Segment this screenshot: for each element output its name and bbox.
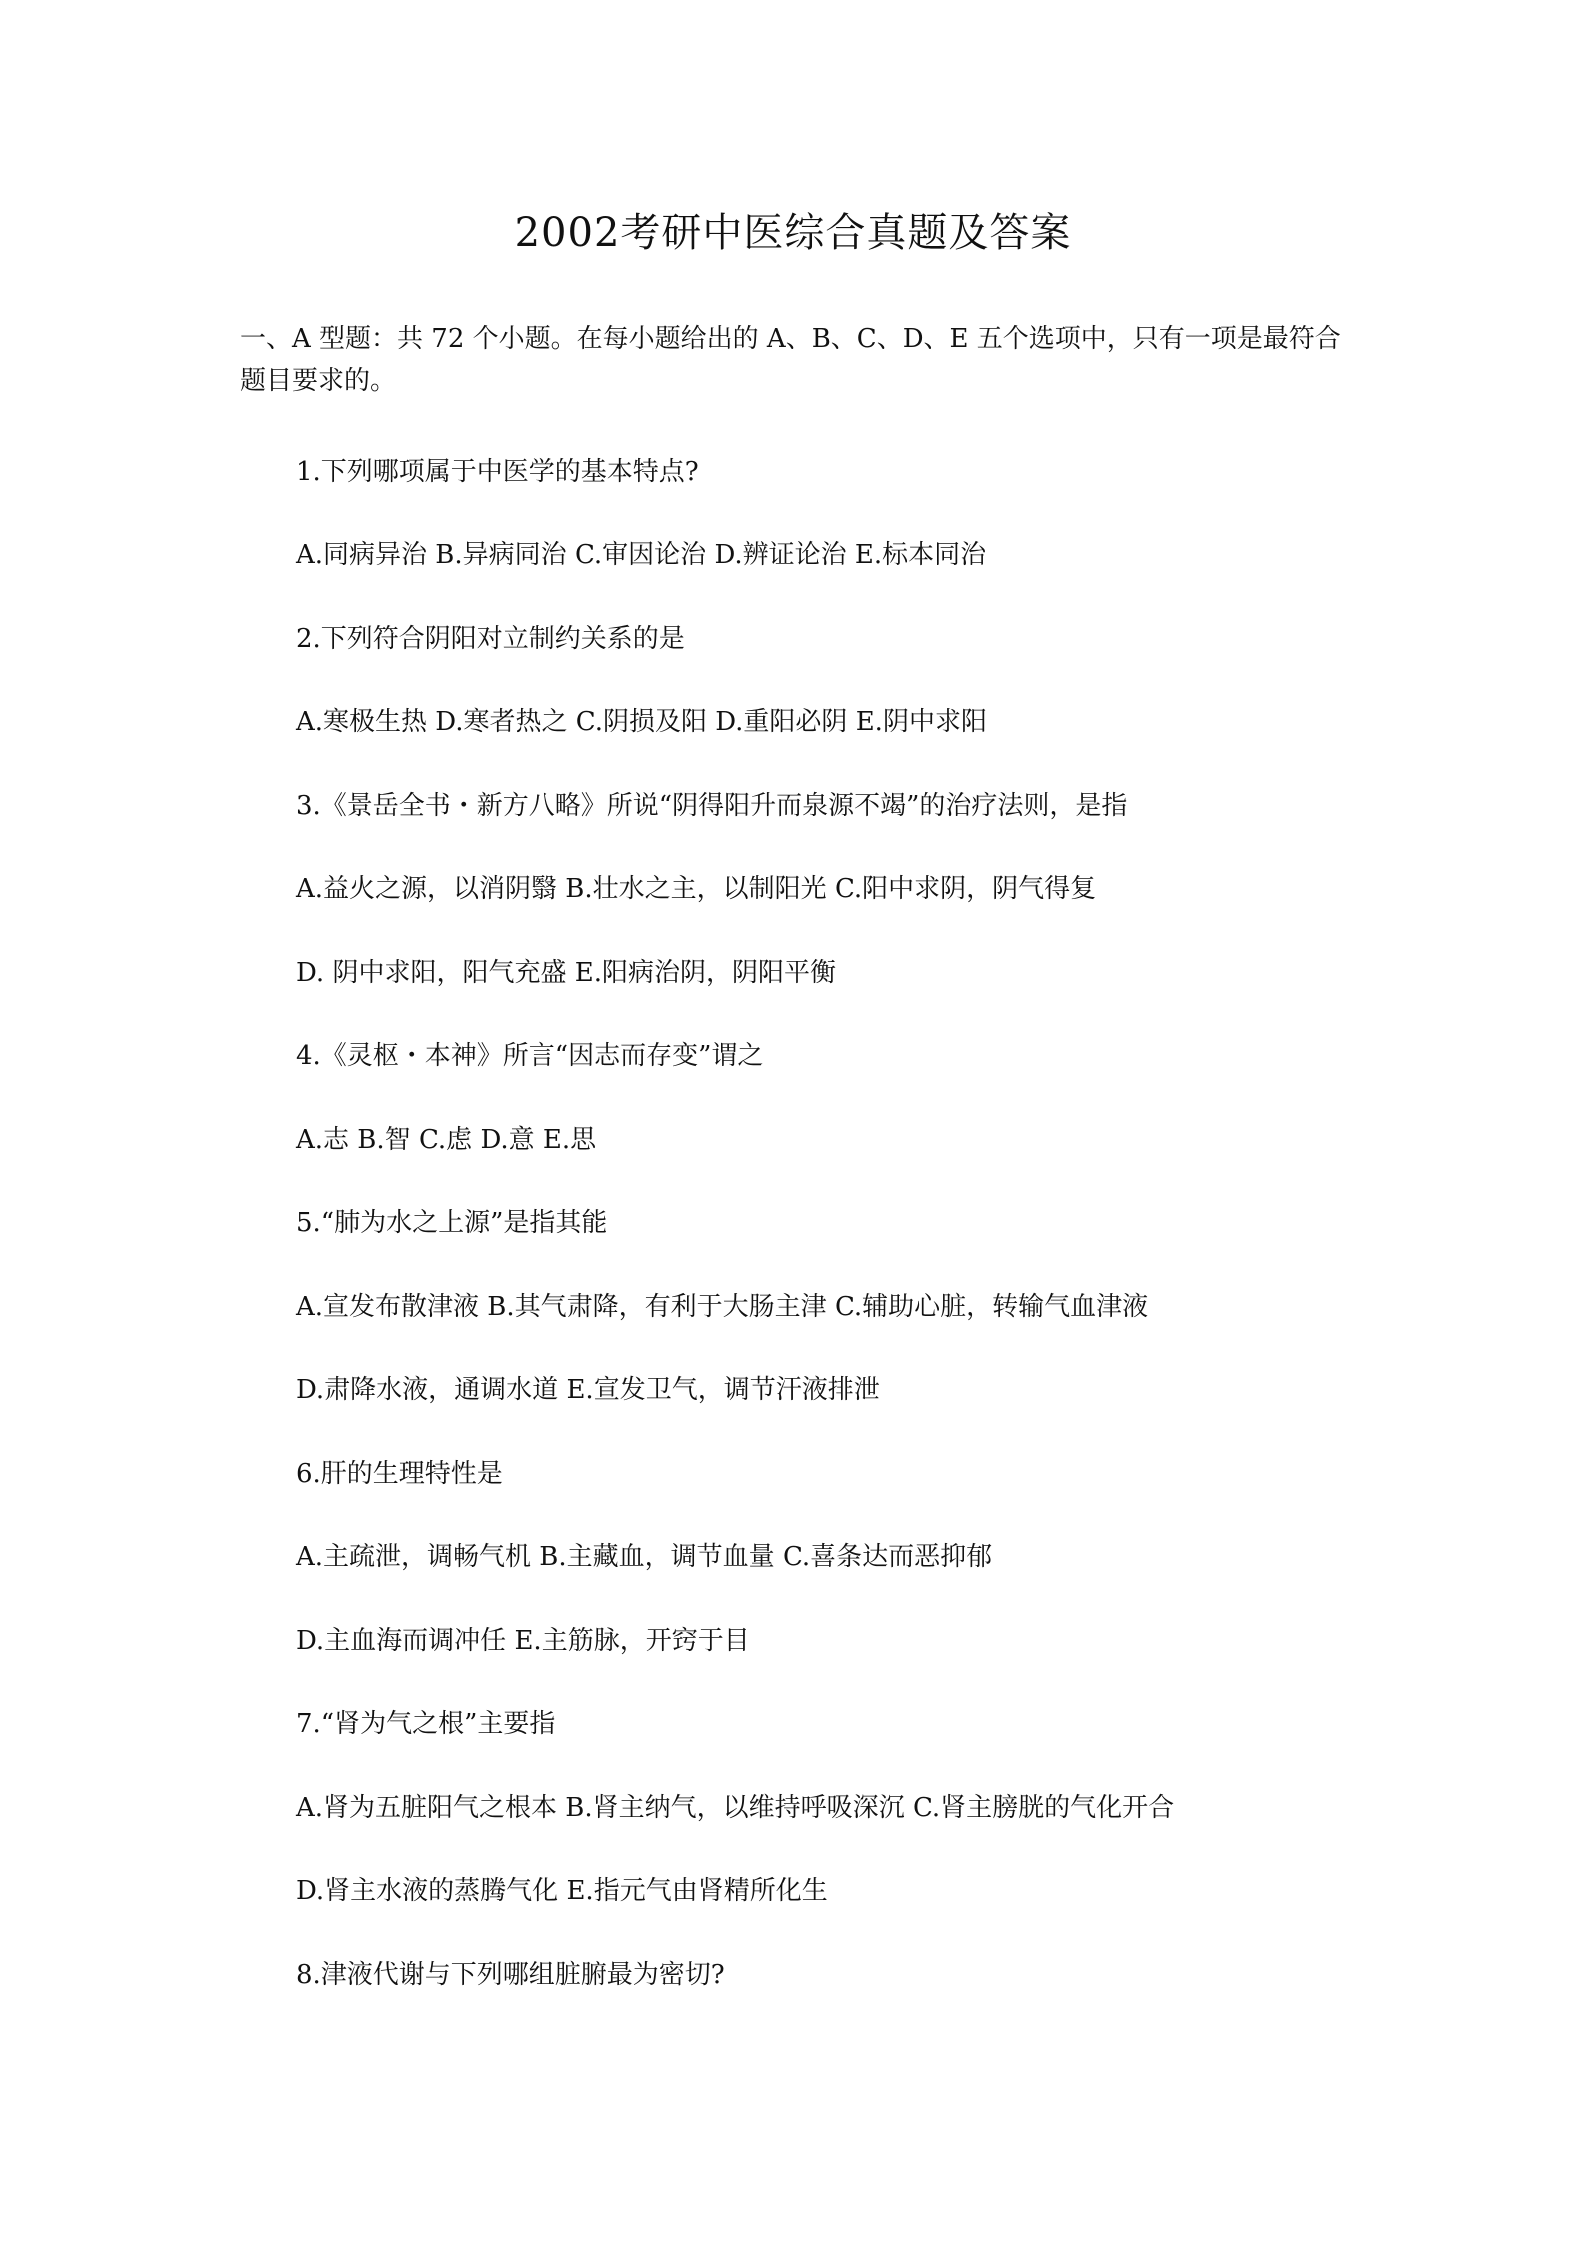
question-1: 1.下列哪项属于中医学的基本特点?	[296, 457, 699, 487]
question-2-options: A.寒极生热 D.寒者热之 C.阴损及阳 D.重阳必阴 E.阴中求阳	[296, 707, 987, 737]
question-8: 8.津液代谢与下列哪组脏腑最为密切?	[296, 1960, 725, 1990]
question-3-options-b: D. 阴中求阳，阳气充盛 E.阳病治阴，阴阳平衡	[296, 958, 836, 988]
question-7-options-b: D.肾主水液的蒸腾气化 E.指元气由肾精所化生	[296, 1876, 828, 1906]
question-4-options: A.志 B.智 C.虑 D.意 E.思	[296, 1125, 597, 1155]
question-6: 6.肝的生理特性是	[296, 1459, 503, 1489]
question-5-options-a: A.宣发布散津液 B.其气肃降，有利于大肠主津 C.辅助心脏，转输气血津液	[296, 1292, 1149, 1322]
question-2: 2.下列符合阴阳对立制约关系的是	[296, 624, 685, 654]
question-3-options-a: A.益火之源，以消阴翳 B.壮水之主，以制阳光 C.阳中求阴，阴气得复	[296, 874, 1097, 904]
question-5-options-b: D.肃降水液，通调水道 E.宣发卫气，调节汗液排泄	[296, 1375, 880, 1405]
question-3: 3.《景岳全书・新方八略》所说“阴得阳升而泉源不竭”的治疗法则，是指	[296, 791, 1128, 821]
question-4: 4.《灵枢・本神》所言“因志而存变”谓之	[296, 1041, 764, 1071]
question-6-options-a: A.主疏泄，调畅气机 B.主藏血，调节血量 C.喜条达而恶抑郁	[296, 1542, 993, 1572]
question-7-options-a: A.肾为五脏阳气之根本 B.肾主纳气，以维持呼吸深沉 C.肾主膀胱的气化开合	[296, 1793, 1175, 1823]
document-title: 2002考研中医综合真题及答案	[514, 210, 1072, 256]
question-7: 7.“肾为气之根”主要指	[296, 1709, 556, 1739]
section-intro: 一、A 型题：共 72 个小题。在每小题给出的 A、B、C、D、E 五个选项中，只有一项是最符合题目要求的。	[240, 324, 1341, 396]
question-5: 5.“肺为水之上源”是指其能	[296, 1208, 608, 1238]
question-1-options: A.同病异治 B.异病同治 C.审因论治 D.辨证论治 E.标本同治	[296, 540, 987, 570]
question-6-options-b: D.主血海而调冲任 E.主筋脉，开窍于目	[296, 1626, 750, 1656]
